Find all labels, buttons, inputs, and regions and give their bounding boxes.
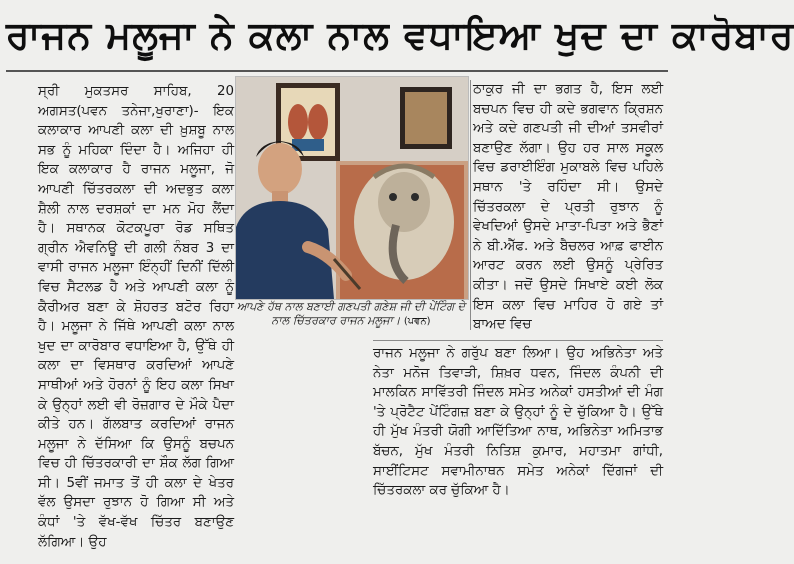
ganesha-painting: [336, 161, 468, 299]
headline-rule: [6, 70, 668, 72]
photo-credit: (ਪਵਨ): [403, 316, 431, 327]
article-column-left: [38, 82, 234, 558]
framed-painting-right: [400, 87, 452, 149]
paragraph: ਠਾਕੁਰ ਜੀ ਦਾ ਭਗਤ ਹੈ, ਇਸ ਲਈ ਬਚਪਨ ਵਿਚ ਹੀ ਕਦੇ ਭਗਵਾਨ ਕ੍ਰਿਸ਼ਨ ਅਤੇ ਕਦੇ ਗਣਪਤੀ ਜੀ ਦੀਆਂ ਤਸਵੀਰਾਂ ਬਣਾਉਣ ਲੱਗਾ। ਉਹ ਹਰ ਸਾਲ ਸਕੂਲ ਵਿਚ ਡਰਾਈਇੰਗ ਮੁਕਾਬਲੇ ਵਿਚ ਪਹਿਲੇ ਸਥਾਨ 'ਤੇ ਰਹਿੰਦਾ ਸੀ। ਉਸਦੇ ਚਿੱਤਰਕਲਾ ਦੇ ਪ੍ਰਤੀ ਰੁਝਾਨ ਨੂੰ ਵੇਖਦਿਆਂ ਉਸਦੇ ਮਾਤਾ-ਪਿਤਾ ਅਤੇ ਭੈਣਾਂ ਨੇ ਬੀ.ਐੱਫ. ਅਤੇ ਬੈਚਲਰ ਆਫ਼ ਫਾਈਨ ਆਰਟ ਕਰਨ ਲਈ ਉਸਨੂੰ ਪ੍ਰੇਰਿਤ ਕੀਤਾ। ਜਦੋਂ ਉਸਦੇ ਸਿਖਾਏ ਕਈ ਲੋਕ ਇਸ ਕਲਾ ਵਿਚ ਮਾਹਿਰ ਹੋ ਗਏ ਤਾਂ ਬਾਅਦ ਵਿਚ: [473, 82, 663, 333]
photo-illustration: [236, 77, 468, 299]
bottom-section-rule: [373, 340, 663, 341]
paragraph: ਰਾਜਨ ਮਲੂਜਾ ਨੇ ਗਰੁੱਪ ਬਣਾ ਲਿਆ। ਉਹ ਅਭਿਨੇਤਾ ਅਤੇ ਨੇਤਾ ਮਨੋਜ ਤਿਵਾੜੀ, ਸ਼ਿਖ਼ਰ ਧਵਨ, ਜਿੰਦਲ ਕੰਪਨੀ ਦੀ ਮਾਲਕਿਨ ਸਾਵਿੱਤਰੀ ਜਿੰਦਲ ਸਮੇਤ ਅਨੇਕਾਂ ਹਸਤੀਆਂ ਦੀ ਮੰਗ 'ਤੇ ਪ੍ਰੋਟੈਟ ਪੇਂਟਿੰਗਜ਼ ਬਣਾ ਕੇ ਉਨ੍ਹਾਂ ਨੂੰ ਦੇ ਚੁੱਕਿਆ ਹੈ। ਉੱਥੇ ਹੀ ਮੁੱਖ ਮੰਤਰੀ ਯੋਗੀ ਆਦਿੱਤਿਆ ਨਾਥ, ਅਭਿਨੇਤਾ ਅਮਿਤਾਭ ਬੱਚਨ, ਮੁੱਖ ਮੰਤਰੀ ਨਿਤਿਸ਼ ਕੁਮਾਰ, ਮਹਾਤਮਾ ਗਾਂਧੀ, ਸਾਈਂਟਿਸਟ ਸਵਾਮੀਨਾਥਨ ਸਮੇਤ ਅਨੇਕਾਂ ਦਿੱਗਜਾਂ ਦੀ ਚਿੱਤਰਕਲਾ ਕਰ ਚੁੱਕਿਆ ਹੈ।: [373, 346, 663, 499]
paragraph: ਸ੍ਰੀ ਮੁਕਤਸਰ ਸਾਹਿਬ, 20 ਅਗਸਤ(ਪਵਨ ਤਨੇਜਾ,ਖੁਰਾਣਾ)- ਇਕ ਕਲਾਕਾਰ ਆਪਣੀ ਕਲਾ ਦੀ ਖ਼ੁਸ਼ਬੂ ਨਾਲ ਸਭ ਨੂੰ ਮਹਿਕਾ ਦਿੰਦਾ ਹੈ। ਅਜਿਹਾ ਹੀ ਇਕ ਕਲਾਕਾਰ ਹੈ ਰਾਜਨ ਮਲੂਜਾ, ਜੋ ਆਪਣੀ ਚਿੱਤਰਕਲਾ ਦੀ ਅਦਭੁਤ ਕਲਾ ਸ਼ੈਲੀ ਨਾਲ ਦਰਸ਼ਕਾਂ ਦਾ ਮਨ ਮੋਹ ਲੈਂਦਾ ਹੈ। ਸਥਾਨਕ ਕੋਟਕਪੂਰਾ ਰੋਡ ਸਥਿਤ ਗ੍ਰੀਨ ਐਵਨਿਊ ਦੀ ਗਲੀ ਨੰਬਰ 3 ਦਾ ਵਾਸੀ ਰਾਜਨ ਮਲੂਜਾ ਇੰਨ੍ਹੀਂ ਦਿਨੀਂ ਦਿੱਲੀ ਵਿਚ ਸੈਟਲਡ ਹੈ ਅਤੇ ਆਪਣੀ ਕਲਾ ਨੂੰ ਕੈਰੀਅਰ ਬਣਾ ਕੇ ਸ਼ੋਹਰਤ ਬਟੋਰ ਰਿਹਾ ਹੈ। ਮਲੂਜਾ ਨੇ ਜਿੱਥੇ ਆਪਣੀ ਕਲਾ ਨਾਲ ਖੁਦ ਦਾ ਕਾਰੋਬਾਰ ਵਧਾਇਆ ਹੈ, ਉੱਥੇ ਹੀ ਕਲਾ ਦਾ ਵਿਸਥਾਰ ਕਰਦਿਆਂ ਆਪਣੇ ਸਾਥੀਆਂ ਅਤੇ ਹੋਰਨਾਂ ਨੂੰ ਇਹ ਕਲਾ ਸਿਖਾ ਕੇ ਉਨ੍ਹਾਂ ਲਈ ਵੀ ਰੋਜ਼ਗਾਰ ਦੇ ਮੌਕੇ ਪੈਦਾ ਕੀਤੇ ਹਨ। ਗੱਲਬਾਤ ਕਰਦਿਆਂ ਰਾਜਨ ਮਲੂਜਾ ਨੇ ਦੱਸਿਆ ਕਿ ਉਸਨੂੰ ਬਚਪਨ ਵਿਚ ਹੀ ਚਿੱਤਰਕਾਰੀ ਦਾ ਸ਼ੌਕ ਲੱਗ ਗਿਆ ਸੀ। 5ਵੀਂ ਜਮਾਤ ਤੋਂ ਹੀ ਕਲਾ ਦੇ ਖੇਤਰ ਵੱਲ ਉਸਦਾ ਰੁਝਾਨ ਹੋ ਗਿਆ ਸੀ ਅਤੇ ਕੰਧਾਂ 'ਤੇ ਵੱਖ-ਵੱਖ ਚਿੱਤਰ ਬਣਾਉਣ ਲੱਗਿਆ। ਉਹ: [38, 84, 234, 550]
article-column-right: [473, 80, 663, 333]
article-column-bottom: [373, 344, 663, 560]
caption-text: ਆਪਣੇ ਹੱਥ ਨਾਲ ਬਣਾਈ ਗਣਪਤੀ ਗਣੇਸ਼ ਜੀ ਦੀ ਪੇਂਟਿੰਗ ਦੇ ਨਾਲ ਚਿੱਤਰਕਾਰ ਰਾਜਨ ਮਲੂਜਾ।: [236, 300, 466, 327]
article-photo: [235, 76, 469, 300]
column-divider: [470, 80, 471, 330]
headline: ਰਾਜਨ ਮਲੂਜਾ ਨੇ ਕਲਾ ਨਾਲ ਵਧਾਇਆ ਖੁਦ ਦਾ ਕਾਰੋਬਾਰ: [6, 13, 794, 57]
photo-caption: [235, 300, 467, 342]
